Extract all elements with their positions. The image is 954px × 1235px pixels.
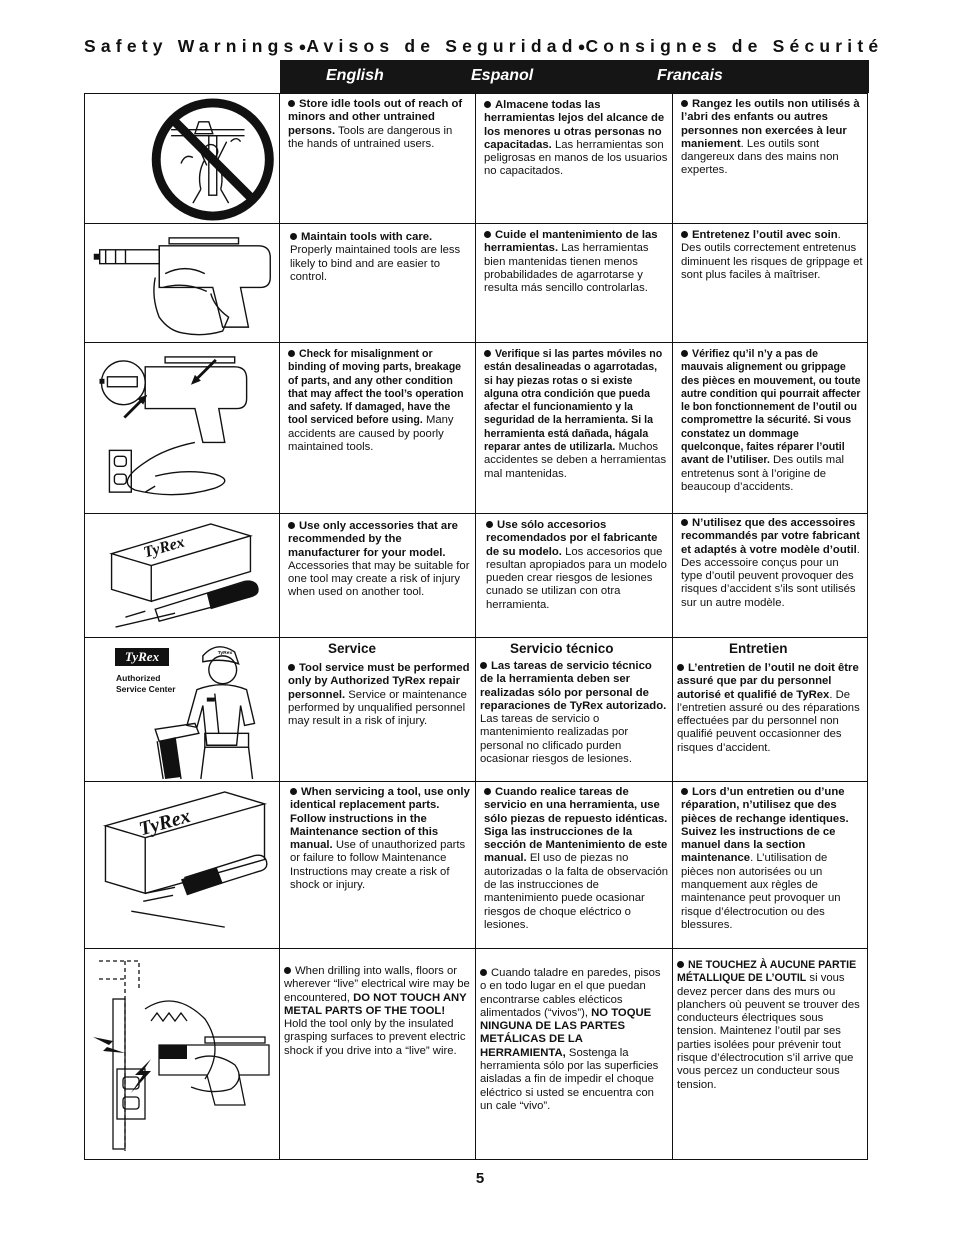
bullet-icon — [484, 350, 491, 357]
tyrex-logo: TyRex — [115, 648, 169, 666]
warnings-table — [84, 93, 868, 1160]
table-row — [85, 94, 867, 224]
english-cell — [280, 782, 476, 948]
french-cell — [673, 514, 867, 637]
illustration-cell — [85, 343, 280, 513]
english-cell — [280, 514, 476, 637]
table-row — [85, 514, 867, 638]
table-row — [85, 638, 867, 782]
warning-text-english: Use only accessories that are recommended by the manufacturer for your model. Accessories that may be suitable for one tool may create a risk of injury when used on another tool. — [288, 520, 470, 599]
warning-text-french: Rangez les outils non utilisés à l’abri des enfants ou autres personnes non exercées à leur maniement. Les outils sont dangereux dans des mains non expertes. — [681, 98, 860, 177]
english-cell — [280, 638, 476, 781]
warning-text-spanish: Cuando realice tareas de servicio en una herramienta, use sólo piezas de repuesto idénticas. Siga las instrucciones de la sección de Mantenimiento de este manual. El uso de piezas no autorizadas o la falta de observación de las instrucciones de mantenimiento puede ocasionar riesgos de choque eléctrico o lesiones. — [484, 786, 669, 931]
table-row — [85, 224, 867, 343]
bullet-icon — [288, 522, 295, 529]
french-cell — [673, 94, 867, 223]
french-cell — [673, 949, 867, 1159]
svg-text:TyRex: TyRex — [141, 533, 187, 562]
bullet-icon — [677, 664, 684, 671]
bullet-icon — [681, 519, 688, 526]
english-cell — [280, 949, 476, 1159]
live-wire-illustration — [85, 949, 280, 1159]
table-row — [85, 782, 867, 949]
title-separator: ● — [577, 38, 586, 54]
spanish-cell — [476, 638, 673, 781]
english-cell — [280, 224, 476, 342]
warning-text-spanish: Almacene todas las herramientas lejos del alcance de los menores u otras personas no capacitadas. Las herramientas son peligrosas en manos de los usuarios no capacitados. — [484, 99, 668, 178]
bullet-icon — [480, 662, 487, 669]
warning-text-english: Check for misalignment or binding of moving parts, breakage of parts, and any other condition that may affect the tool’s operation and safety. If damaged, have the tool serviced before using. Many accidents are caused by poorly maintained tools. — [288, 348, 464, 454]
bullet-icon — [681, 100, 688, 107]
bullet-icon — [486, 521, 493, 528]
bullet-icon — [288, 100, 295, 107]
bullet-icon — [290, 788, 297, 795]
title-spanish: Avisos de Seguridad — [306, 35, 578, 56]
warning-text-spanish: Cuide el mantenimiento de las herramientas. Las herramientas bien mantenidas tienen menos probabilidades de agarrotarse y resulta más sencillo controlarlas. — [484, 229, 658, 295]
svg-text:TyRex: TyRex — [136, 804, 193, 841]
french-cell — [673, 224, 867, 342]
title-french: Consignes de Sécurité — [585, 35, 884, 56]
column-spanish: Espanol — [471, 67, 534, 84]
english-cell — [280, 343, 476, 513]
bullet-icon — [480, 969, 487, 976]
column-english: English — [326, 67, 384, 84]
bullet-icon — [484, 788, 491, 795]
warning-text-english: Maintain tools with care. Properly maintained tools are less likely to bind and are easier to control. — [290, 231, 461, 283]
warning-text-french: Vérifiez qu’il n’y a pas de mauvais alignement ou grippage des pièces en mouvement, ou toute autre condition qui pourrait affecter le bon fonctionnement de l’outil ou compromettre la sécurité. Si vous constatez un dommage quelconque, faites réparer l’outil avant de l’utiliser. Des outils mal entretenus sont à l’origine de beaucoup d’accidents. — [681, 348, 861, 493]
french-cell — [673, 343, 867, 513]
illustration-cell — [85, 782, 280, 948]
section-heading-french: Entretien — [729, 641, 788, 656]
warning-text-french: L’entretien de l’outil ne doit être assuré que par du personnel autorisé et qualifié de TyRex. De l’entretien assuré ou des réparations effectuées par du personnel non qualifié peuvent occasionner des risques d’accident. — [677, 662, 860, 754]
title-english: Safety Warnings — [84, 35, 299, 56]
french-cell — [673, 638, 867, 781]
page-number: 5 — [475, 1170, 485, 1187]
bullet-icon — [681, 231, 688, 238]
bullet-icon — [484, 101, 491, 108]
section-heading-english: Service — [328, 641, 377, 656]
bullet-icon — [681, 788, 688, 795]
title-separator: ● — [298, 38, 307, 54]
illustration-cell — [85, 224, 280, 342]
no-children-illustration — [85, 94, 280, 223]
bullet-icon — [681, 350, 688, 357]
service-technician-illustration — [85, 638, 280, 781]
warning-text-french: N’utilisez que des accessoires recommandés par votre fabricant et adaptés à votre modèle d’outil. Des accessoire conçus pour un type d’outil peuvent provoquer des risques d’accident s’ils sont utilisés sur un autre modèle. — [681, 517, 860, 609]
language-header-bar — [280, 60, 869, 93]
page-title — [84, 33, 884, 59]
section-heading-spanish: Servicio técnico — [510, 641, 614, 656]
bullet-icon — [284, 967, 291, 974]
spanish-cell — [476, 343, 673, 513]
spanish-cell — [476, 94, 673, 223]
accessories-illustration — [85, 514, 280, 637]
spanish-cell — [476, 224, 673, 342]
warning-text-french: NE TOUCHEZ À AUCUNE PARTIE MÉTALLIQUE DE L’OUTIL si vous devez percer dans des murs ou planchers où peuvent se trouver des conducteurs électriques sous tension. Maintenez l’outil par ses parties isolées pour prévenir tout risque d’électrocution s’il arrive que vous percez un conducteur sous tension. — [677, 959, 860, 1091]
replacement-parts-illustration — [85, 782, 280, 948]
english-cell — [280, 94, 476, 223]
table-row — [85, 343, 867, 514]
warning-text-spanish: Verifique si las partes móviles no están desalineadas o agarrotadas, si hay piezas rotas o si existe alguna otra condición que pueda afectar el funcionamiento y la seguridad de la herramienta. Si la herramienta está dañada, hágala reparar antes de utilizarla. Muchos accidentes se deben a herramientas mal mantenidas. — [484, 348, 667, 480]
warning-text-spanish: Use sólo accesorios recomendados por el fabricante de su modelo. Los accesorios que resultan apropiados para un modelo pueden crear riesgos de lesiones cunado se utilizan con otra herramienta. — [486, 519, 667, 611]
spanish-cell — [476, 782, 673, 948]
spanish-cell — [476, 949, 673, 1159]
illustration-cell — [85, 949, 280, 1159]
warning-text-english: When servicing a tool, use only identical replacement parts. Follow instructions in the Maintenance section of this manual. Use of unauthorized parts or failure to follow Maintenance Instructions may create a risk of shock or injury. — [290, 786, 470, 892]
illustration-cell — [85, 638, 280, 781]
bullet-icon — [288, 350, 295, 357]
authorized-label: Authorized Service Center — [116, 673, 176, 694]
warning-text-french: Entretenez l’outil avec soin. Des outils correctement entretenus diminuent les risques de grippage et sont plus faciles à maîtriser. — [681, 229, 863, 281]
bullet-icon — [484, 231, 491, 238]
table-row — [85, 949, 867, 1159]
illustration-cell — [85, 94, 280, 223]
warning-text-english: Store idle tools out of reach of minors and other untrained persons. Tools are dangerous in the hands of untrained users. — [288, 98, 463, 150]
spanish-cell — [476, 514, 673, 637]
warning-text-french: Lors d’un entretien ou d’une réparation, n’utilisez que des pièces de rechange identiques. Suivez les instructions de ce manuel dans la section maintenance. L’utilisation de pièces non autorisées ou un manquement aux règles de maintenance peut provoquer un risque d’électrocution ou des blessures. — [681, 786, 849, 931]
warning-text-spanish: Las tareas de servicio técnico de la herramienta deben ser realizadas sólo por personal de reparaciones de TyRex autorizado. Las tareas de servicio o mantenimiento realizadas por personal no clificado purden ocasionar riesgos de lesiones. — [480, 660, 667, 766]
column-french: Francais — [657, 67, 723, 84]
bullet-icon — [288, 664, 295, 671]
tool-inspection-illustration — [85, 343, 280, 513]
french-cell — [673, 782, 867, 948]
illustration-cell — [85, 514, 280, 637]
bullet-icon — [290, 233, 297, 240]
tool-cleaning-illustration — [85, 224, 280, 342]
svg-text:TyRex: TyRex — [217, 650, 233, 656]
warning-text-english: Tool service must be performed only by Authorized TyRex repair personnel. Service or maintenance performed by unqualified personnel may result in a risk of injury. — [288, 662, 470, 728]
bullet-icon — [677, 961, 684, 968]
warning-text-english: When drilling into walls, floors or wherever “live” electrical wire may be encountered, DO NOT TOUCH ANY METAL PARTS OF THE TOOL! Hold the tool only by the insulated grasping surfaces to prevent electric shock if you drive into a “live” wire. — [284, 965, 470, 1057]
warning-text-spanish: Cuando taladre en paredes, pisos o en todo lugar en el que puedan encontrarse cables elécticos alimentados (“vivos”), NO TOQUE NINGUNA DE LAS PARTES METÁLICAS DE LA HERRAMIENTA, Sostenga la herramienta sólo por las superficies aisladas a fin de impedir el choque eléctrico si usted se encuentra con un cale “vivo”. — [480, 967, 661, 1112]
